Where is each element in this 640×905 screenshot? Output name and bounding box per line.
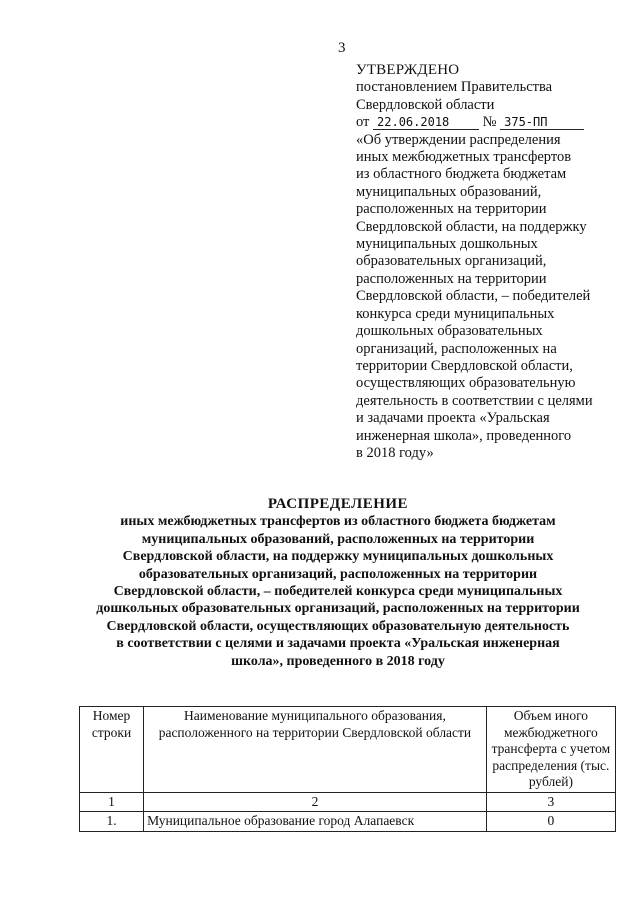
approval-subject-line: инженерная школа», проведенного bbox=[356, 427, 572, 444]
heading-line: школа», проведенного в 2018 году bbox=[231, 653, 445, 669]
approval-title: УТВЕРЖДЕНО bbox=[356, 62, 460, 78]
header-municipality-name: Наименование муниципального образования, расположенного на территории Свердловской области bbox=[144, 707, 487, 793]
transfer-amount: 0 bbox=[486, 812, 615, 832]
header-transfer-amount: Объем иного межбюджетного трансферта с учетом распределения (тыс. рублей) bbox=[486, 707, 615, 793]
approval-subject-line: расположенных на территории bbox=[356, 201, 547, 218]
heading-line: Свердловской области, – победителей конкурса среди муниципальных bbox=[113, 584, 563, 600]
approval-subject-line: из областного бюджета бюджетам bbox=[356, 166, 567, 183]
approval-subject-line: расположенных на территории bbox=[356, 270, 547, 287]
approval-block bbox=[356, 62, 626, 462]
approval-subject-line: организаций, расположенных на bbox=[356, 340, 557, 357]
approval-subject-line: Свердловской области, на поддержку bbox=[356, 218, 587, 235]
heading-line: иных межбюджетных трансфертов из областного бюджета бюджетам bbox=[120, 514, 556, 530]
table-row bbox=[80, 812, 616, 832]
row-number: 1. bbox=[80, 812, 144, 832]
heading-line: в соответствии с целями и задачами проекта «Уральская инженерная bbox=[116, 636, 560, 652]
approval-date-row bbox=[356, 114, 626, 131]
approval-subject-line: и задачами проекта «Уральская bbox=[356, 410, 550, 427]
approval-subject-line: «Об утверждении распределения bbox=[356, 131, 561, 148]
heading-line: муниципальных образований, расположенных на территории bbox=[141, 531, 535, 547]
approval-subject-line: иных межбюджетных трансфертов bbox=[356, 149, 572, 166]
date-prefix: от bbox=[356, 114, 370, 131]
approval-subject-line: Свердловской области, – победителей bbox=[356, 288, 591, 305]
column-number: 1 bbox=[80, 792, 144, 812]
distribution-table bbox=[79, 706, 616, 832]
approval-line: Свердловской области bbox=[356, 96, 495, 113]
heading-title: РАСПРЕДЕЛЕНИЕ bbox=[267, 496, 409, 512]
approval-line: постановлением Правительства bbox=[356, 79, 553, 96]
approval-subject-line: муниципальных образований, bbox=[356, 183, 542, 200]
header-row-number: Номер строки bbox=[80, 707, 144, 793]
heading-line: Свердловской области, осуществляющих образовательную деятельность bbox=[106, 618, 570, 634]
column-number: 2 bbox=[144, 792, 487, 812]
page-number: 3 bbox=[338, 40, 346, 56]
municipality-name: Муниципальное образование город Алапаевск bbox=[144, 812, 487, 832]
approval-number: 375-ПП bbox=[500, 115, 584, 130]
column-number: 3 bbox=[486, 792, 615, 812]
approval-subject-line: муниципальных дошкольных bbox=[356, 236, 538, 253]
heading-line: образовательных организаций, расположенных на территории bbox=[138, 566, 538, 582]
approval-subject-line: конкурса среди муниципальных bbox=[356, 305, 555, 322]
table-column-number-row bbox=[80, 792, 616, 812]
approval-subject-line: территории Свердловской области, bbox=[356, 357, 573, 374]
approval-subject-line: в 2018 году» bbox=[356, 444, 434, 461]
approval-date: 22.06.2018 bbox=[373, 115, 479, 130]
number-prefix: № bbox=[482, 114, 497, 131]
table-header-row bbox=[80, 707, 616, 793]
heading-line: Свердловской области, на поддержку муниципальных дошкольных bbox=[122, 549, 554, 565]
approval-subject-line: осуществляющих образовательную bbox=[356, 375, 576, 392]
approval-subject-line: деятельность в соответствии с целями bbox=[356, 392, 593, 409]
approval-subject-line: дошкольных образовательных bbox=[356, 323, 543, 340]
approval-subject-line: образовательных организаций, bbox=[356, 253, 547, 270]
document-heading bbox=[60, 496, 616, 670]
heading-line: дошкольных образовательных организаций, расположенных на территории bbox=[96, 601, 580, 617]
